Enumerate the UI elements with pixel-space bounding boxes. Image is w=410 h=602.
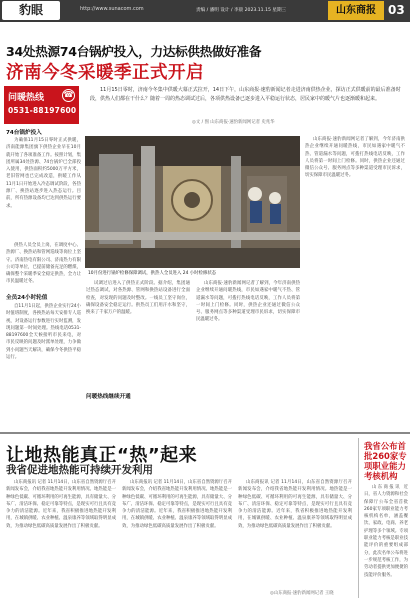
mid-col-text: 试调过后进入了供热正式阶段。据介绍，集团通过热态调试，对各热源、管网和换热站设备进行全面检查，对发现的问题及时整改。一线员工坚守岗位，确保设备安全稳定运行。供热员工们用汗水和坚守，换来了千家万户的温暖。 xyxy=(86,281,190,316)
section-logo: 豹眼 xyxy=(2,1,60,20)
page-number: 03 xyxy=(388,3,405,17)
top-story-headline: 济南今冬采暖季正式开启 xyxy=(6,63,204,83)
boiler-photo xyxy=(85,136,300,268)
right-news-headline: 我省公布首批260家专项职业能力考核机构 xyxy=(364,441,407,481)
editor-date-info: 责编 / 潘明 设计 / 李晨 2023.11.15 星期三 xyxy=(196,8,287,13)
far-right-col-text: 山东商报·速豹新闻网记者了解到，今年济南供热企业继续开通问暖热线，市民如遇家中暖气不热、管道漏水等问题，可拨打热线电话反映，工作人员将第一时间上门检修。同时，供热企业还通过微信公众号、服务网点等多种渠道受理市民诉求，切实保障市民温暖过冬。 xyxy=(305,137,405,179)
hotline-title: 问暖热线 xyxy=(8,93,45,103)
top-story-byline: ◎文 / 图 山东商报·速豹新闻网记者 史兆华 xyxy=(192,120,275,125)
right-news-text: 山东商报讯 近日，省人力资源和社会保障厅公布全省首批260家专项职业能力考核机构名单，涵盖餐饮、家政、电商、养老护理等多个领域。专项职业能力考核是职业技能评价的重要组成部分，此次名单公布将进一步规范考核工作，为劳动者提供更加便捷的技能评价服务。 xyxy=(364,485,408,578)
hotline-number: 0531-88197600 xyxy=(8,106,77,115)
left-col-kicker-2: 全员24小时轮值 xyxy=(6,295,48,301)
bottom-col-3: 山东商报讯 记者 11月14日，山东省自然资源厅召开新闻发布会，介绍我省地热能开发利用情况。地热能是一种绿色低碳、可循环利用的可再生能源，具有储量大、分布广、清洁环保、稳定可靠等特点，是现实可行且具有竞争力的清洁能源。近年来，我省积极推进地热能开发利用，在城镇供暖、农业种植、温泉康养等领域取得明显成效，为推动绿色低碳高质量发展作出了积极贡献。 xyxy=(238,480,352,529)
left-col-text-1: 为确保11月15日零时正式供暖，济南能源集团旗下供热企业早在10月就开始了各项准备工作。按照计划，集团所属34处热源、74台锅炉已全部投入使用，供热面积约5000万平方米，老旧管网也已完成改造，供暖工作从11月1日开始进入冷态调试阶段，各热源厂、换热站逐步进入热态运行。目前，所有热源设备均已达到供热运行要求。 xyxy=(6,138,81,209)
right-col-text: 山东商报·速豹新闻网记者了解到，今年济南供热企业继续开通问暖热线，市民如遇家中暖气不热、管道漏水等问题，可拨打热线电话反映，工作人员将第一时间上门检修。同时，供热企业还通过微信公众号、服务网点等多种渠道受理市民诉求，切实保障市民温暖过冬。 xyxy=(196,281,300,323)
left-col-kicker: 74台锅炉投入 xyxy=(6,130,42,136)
newspaper-name: 山东商报 xyxy=(328,1,384,20)
bottom-story-byline: ◎山东商报·速豹新闻网记者 王晓 xyxy=(270,591,334,596)
top-story-subheadline: 34处热源74台锅炉投入，力达标供热做好准备 xyxy=(6,44,262,59)
bottom-story-headline: 让地热能真正“热”起来 xyxy=(6,445,198,466)
photo-caption: 10月份进行锅炉检修保障调试，供热人全员进入 24 小时检修状态 xyxy=(88,271,217,276)
bottom-col-2: 山东商报讯 记者 11月14日，山东省自然资源厅召开新闻发布会，介绍我省地热能开发利用情况。地热能是一种绿色低碳、可循环利用的可再生能源，具有储量大、分布广、清洁环保、稳定可靠等特点，是现实可行且具有竞争力的清洁能源。近年来，我省积极推进地热能开发利用，在城镇供暖、农业种植、温泉康养等领域取得明显成效，为推动绿色低碳高质量发展作出了积极贡献。 xyxy=(122,480,232,529)
left-col-text-2: 供热人员全员上岗，在调度中心、热源厂、换热站和管网巡线等岗位上坚守。济南热电有限公司、济南热力有限公司等单位，已提前储备充足的燃煤，确保整个采暖季安全稳定供热，全力让市民温暖过冬。 xyxy=(6,243,81,285)
mid-col-kicker: 问暖热线继续开通 xyxy=(86,394,131,400)
bottom-col-1: 山东商报讯 记者 11月14日，山东省自然资源厅召开新闻发布会，介绍我省地热能开发利用情况。地热能是一种绿色低碳、可循环利用的可再生能源，具有储量大、分布广、清洁环保、稳定可靠等特点，是现实可行且具有竞争力的清洁能源。近年来，我省积极推进地热能开发利用，在城镇供暖、农业种植、温泉康养等领域取得明显成效，为推动绿色低碳高质量发展作出了积极贡献。 xyxy=(6,480,116,529)
bottom-story-subheadline: 我省促进地热能可持续开发利用 xyxy=(6,464,153,476)
hotline-box[interactable] xyxy=(4,86,79,124)
section-divider xyxy=(0,432,410,434)
lead-paragraph: 11月15日零时，济南今冬集中供暖大幕正式拉开，14日下午，山东商报·速豹新闻记者走进济南供热企业，探访正式供暖前的最后准备时段，供热人们都在干什么？随着一周的热态调试过后，各项供热设备已逐步进入平稳运行状态，居民家中的暖气片也逐渐暖和起来。 xyxy=(90,87,401,102)
column-divider xyxy=(358,438,359,598)
left-col-text-3: 自11月1日起，供热企业实行24小时值班制度，各换热站每天安排专人巡视，对设备运行参数进行实时监测，发现问题第一时间处理。热线电话0531-88197600全天候接听市民来电，对市民反映的问题及时派单处理，力争做到小问题当天解决，确保今冬供热平稳运行。 xyxy=(6,304,81,361)
site-url[interactable]: http://www.sunacom.com xyxy=(80,6,144,12)
phone-icon: ☎ xyxy=(62,89,75,102)
